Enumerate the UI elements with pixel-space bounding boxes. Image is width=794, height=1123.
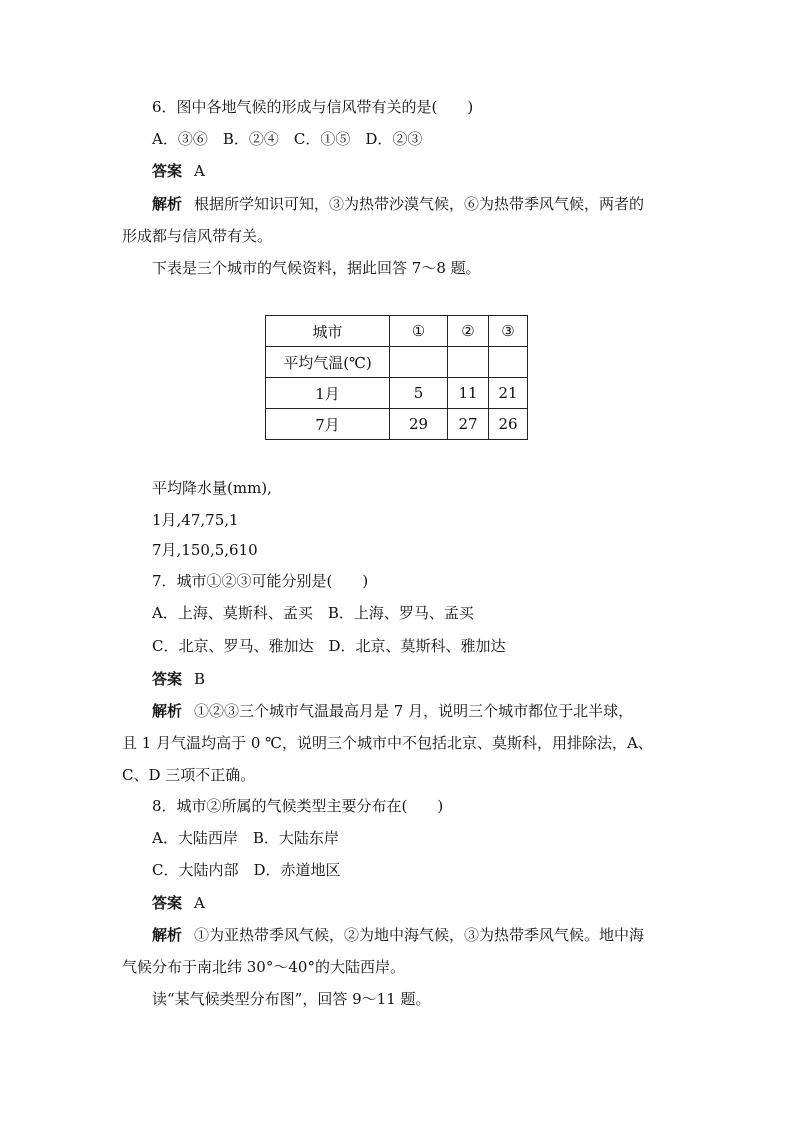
analysis-label: 解析 [152,195,183,213]
table-row-label: 1月 [266,378,390,409]
table-subheader-row [266,347,528,378]
climate-table [265,315,528,440]
answer-value: A [194,894,205,912]
q7-stem: 7．城市①②③可能分别是( ) [152,572,369,590]
table-header-row [266,316,528,347]
table-cell: 5 [390,378,448,409]
answer-label: 答案 [152,162,183,180]
q6-analysis [152,194,644,214]
analysis-text: 根据所学知识可知，③为热带沙漠气候，⑥为热带季风气候，两者的 [194,195,645,213]
answer-value: A [194,162,205,180]
table-cell: 21 [489,378,528,409]
answer-label: 答案 [152,670,183,688]
answer-value: B [194,670,206,688]
q6-stem: 6．图中各地气候的形成与信风带有关的是( ) [152,98,474,116]
q6-options: A．③⑥ B．②④ C．①⑤ D．②③ [152,130,423,148]
analysis-text: ①②③三个城市气温最高月是 7 月，说明三个城市都位于北半球， [194,702,634,720]
analysis-text: ①为亚热带季风气候，②为地中海气候，③为热带季风气候。地中海 [194,926,645,944]
analysis-label: 解析 [152,702,183,720]
precip-title: 平均降水量(mm), [152,479,272,497]
next-intro: 读“某气候类型分布图”，回答 9～11 题。 [152,990,431,1008]
q6-analysis-cont: 形成都与信风带有关。 [122,227,273,245]
table-header-cell: ② [448,316,489,347]
table-intro: 下表是三个城市的气候资料，据此回答 7～8 题。 [152,259,481,277]
q8-options-2: C．大陆内部 D．赤道地区 [152,861,341,879]
q7-analysis [152,701,633,721]
table-cell [448,347,489,378]
analysis-label: 解析 [152,926,183,944]
table-cell: 11 [448,378,489,409]
q8-answer [152,893,205,913]
table-header-cell: ① [390,316,448,347]
table-header-cell: 城市 [266,316,390,347]
q7-options-2: C．北京、罗马、雅加达 D．北京、莫斯科、雅加达 [152,637,506,655]
table-cell: 29 [390,409,448,440]
table-cell [390,347,448,378]
q6-answer [152,161,205,181]
q7-analysis-cont: C、D 三项不正确。 [122,766,256,784]
table-cell [489,347,528,378]
q8-options-1: A．大陆西岸 B．大陆东岸 [152,829,339,847]
table-subheader-cell: 平均气温(℃) [266,347,390,378]
table-header-cell: ③ [489,316,528,347]
table-row-label: 7月 [266,409,390,440]
precip-jan: 1月,47,75,1 [152,511,239,529]
q7-options-1: A．上海、莫斯科、孟买 B．上海、罗马、孟买 [152,604,474,622]
table-cell: 27 [448,409,489,440]
q8-stem: 8．城市②所属的气候类型主要分布在( ) [152,797,444,815]
answer-label: 答案 [152,894,183,912]
table-cell: 26 [489,409,528,440]
q7-answer [152,669,205,689]
q8-analysis [152,925,644,945]
table-row [266,409,528,440]
q8-analysis-cont: 气候分布于南北纬 30°～40°的大陆西岸。 [122,958,405,976]
q7-analysis-cont: 且 1 月气温均高于 0 ℃，说明三个城市中不包括北京、莫斯科，用排除法，A、 [122,734,653,752]
precip-jul: 7月,150,5,610 [152,541,258,559]
table-row [266,378,528,409]
